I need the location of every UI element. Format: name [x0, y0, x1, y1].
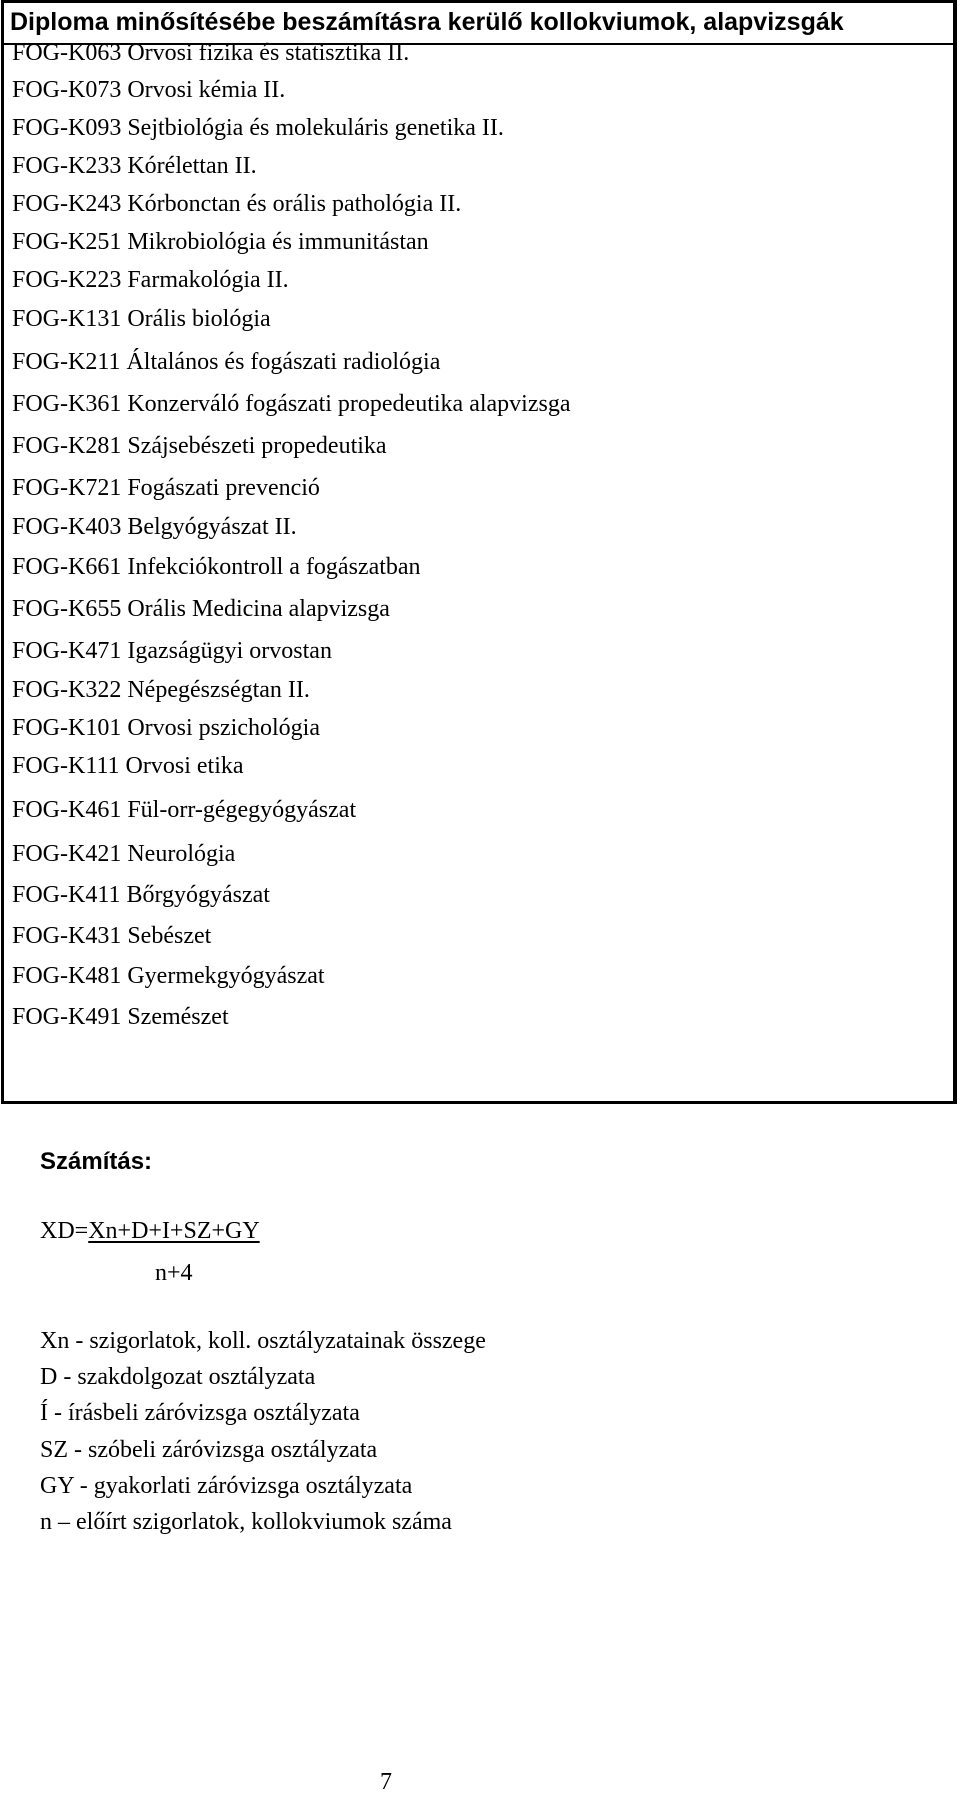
course-row: FOG-K211 Általános és fogászati radiológia: [12, 349, 441, 375]
course-row: FOG-K655 Orális Medicina alapvizsga: [12, 596, 390, 622]
formula-numerator-line: [40, 1216, 260, 1246]
course-row: FOG-K421 Neurológia: [12, 841, 236, 867]
course-row: FOG-K491 Szemészet: [12, 1004, 229, 1030]
legend-item: SZ - szóbeli záróvizsga osztályzata: [40, 1437, 378, 1463]
course-row: FOG-K661 Infekciókontroll a fogászatban: [12, 554, 421, 580]
course-row: FOG-K073 Orvosi kémia II.: [12, 77, 286, 103]
course-row: FOG-K251 Mikrobiológia és immunitástan: [12, 229, 429, 255]
legend-item: n – előírt szigorlatok, kollokviumok száma: [40, 1509, 452, 1535]
course-row: FOG-K243 Kórbonctan és orális pathológia II.: [12, 191, 462, 217]
course-row: FOG-K361 Konzerváló fogászati propedeutika alapvizsga: [12, 391, 571, 417]
course-row: FOG-K233 Kórélettan II.: [12, 153, 257, 179]
legend-item: Xn - szigorlatok, koll. osztályzatainak összege: [40, 1328, 486, 1354]
course-row: FOG-K461 Fül-orr-gégegyógyászat: [12, 797, 357, 823]
course-row: FOG-K063 Orvosi fizika és statisztika II.: [12, 40, 410, 66]
course-table: [1, 0, 957, 1104]
legend-item: D - szakdolgozat osztályzata: [40, 1364, 316, 1390]
page-number: 7: [380, 1769, 392, 1795]
course-row: FOG-K721 Fogászati prevenció: [12, 475, 320, 501]
course-row: FOG-K431 Sebészet: [12, 923, 212, 949]
course-row: FOG-K223 Farmakológia II.: [12, 267, 289, 293]
course-row: FOG-K403 Belgyógyászat II.: [12, 514, 297, 540]
formula-numerator: Xn+D+I+SZ+GY: [88, 1218, 260, 1244]
formula-lhs: XD=: [40, 1218, 89, 1244]
course-row: FOG-K281 Szájsebészeti propedeutika: [12, 433, 387, 459]
legend-item: GY - gyakorlati záróvizsga osztályzata: [40, 1473, 413, 1499]
course-row: FOG-K411 Bőrgyógyászat: [12, 882, 270, 908]
course-row: FOG-K111 Orvosi etika: [12, 753, 244, 779]
course-row: FOG-K101 Orvosi pszichológia: [12, 715, 320, 741]
course-row: FOG-K322 Népegészségtan II.: [12, 677, 310, 703]
calculation-title: Számítás:: [40, 1148, 153, 1175]
course-row: FOG-K093 Sejtbiológia és molekuláris genetika II.: [12, 115, 504, 141]
formula-denominator: n+4: [155, 1260, 193, 1286]
table-header-text: Diploma minősítésébe beszámításra kerülő kollokviumok, alapvizsgák: [10, 8, 844, 36]
course-row: FOG-K471 Igazságügyi orvostan: [12, 638, 332, 664]
course-row: FOG-K481 Gyermekgyógyászat: [12, 963, 325, 989]
course-row: FOG-K131 Orális biológia: [12, 306, 271, 332]
legend-item: Í - írásbeli záróvizsga osztályzata: [40, 1400, 360, 1426]
